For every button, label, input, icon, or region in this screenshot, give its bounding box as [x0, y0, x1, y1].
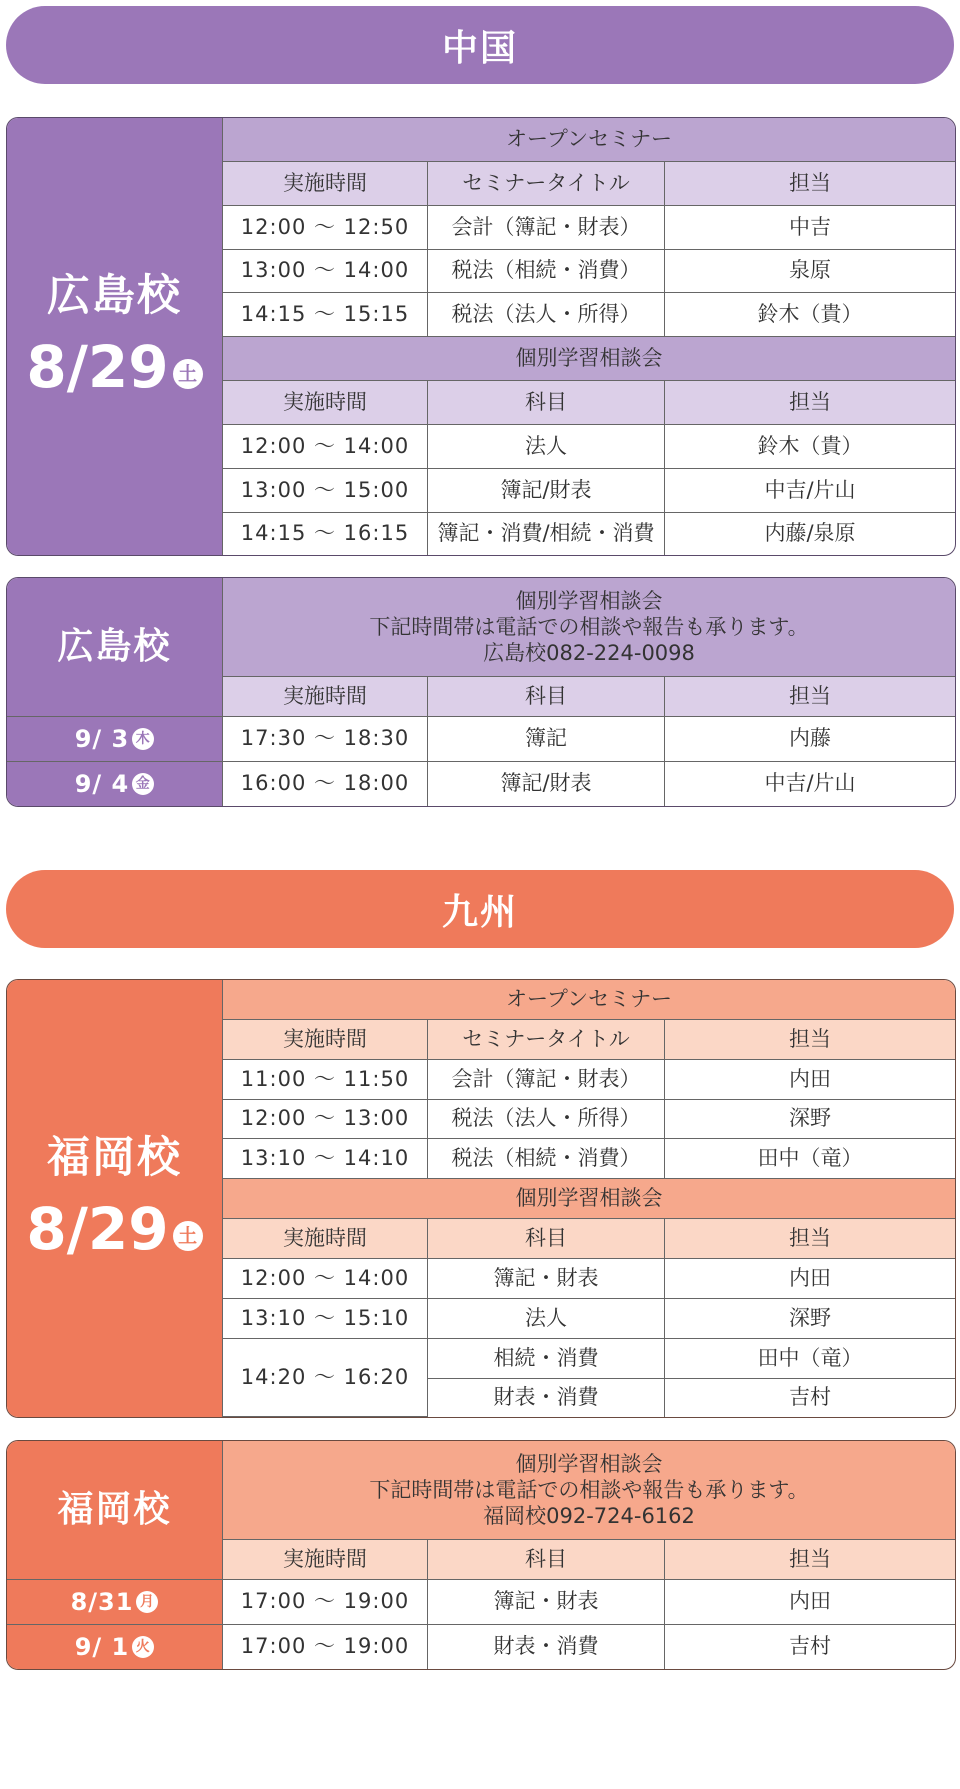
date-cell: 9/ 3 木 — [7, 717, 223, 762]
event-date: 8/29 土 — [7, 1195, 222, 1265]
person-cell: 田中（竜） — [665, 1339, 955, 1379]
column-header: 担当 — [665, 1219, 955, 1259]
person-cell: 深野 — [665, 1100, 955, 1140]
section-header-seminar: オープンセミナー — [223, 118, 955, 162]
person-cell: 吉村 — [789, 1634, 831, 1659]
title-cell: 税法（相続・消費） — [428, 250, 665, 294]
time-cell: 14:20 ～ 16:20 — [223, 1339, 428, 1417]
person-cell: 鈴木（貴） — [665, 293, 955, 337]
region-header-chugoku — [6, 6, 954, 84]
time-cell: 17:00 ～ 19:00 — [223, 1625, 428, 1669]
phone-consult-header — [223, 578, 955, 677]
column-header: 科目 — [428, 1540, 665, 1580]
time-cell: 14:15 ～ 15:15 — [223, 293, 428, 337]
schedule-hiroshima-main — [6, 117, 954, 556]
weekday-badge: 月 — [136, 1591, 158, 1613]
school-name: 福岡校 — [47, 1132, 182, 1183]
person-cell: 内田 — [665, 1580, 955, 1625]
subject-cell: 簿記・財表 — [428, 1259, 665, 1299]
column-header: 担当 — [665, 381, 955, 425]
weekday-badge: 木 — [132, 728, 154, 750]
school-date-cell — [7, 980, 223, 1417]
column-header: 担当 — [665, 1540, 955, 1580]
section-header-consult: 個別学習相談会 — [223, 1179, 955, 1219]
time-cell: 12:00 ～ 13:00 — [223, 1100, 428, 1140]
column-header: 科目 — [428, 1219, 665, 1259]
title-cell: 会計（簿記・財表） — [428, 1060, 665, 1100]
phone-number: 広島校082-224-0098 — [483, 641, 695, 666]
subject-cell: 財表・消費 — [428, 1379, 665, 1417]
weekday-badge: 土 — [173, 1221, 203, 1251]
school-name: 広島校 — [57, 626, 172, 668]
person-cell: 中吉/片山 — [764, 771, 856, 796]
table-row — [7, 1580, 955, 1625]
person-cell: 内藤 — [665, 717, 955, 762]
date-cell: 9/ 1 火 — [7, 1625, 223, 1669]
title-cell: 税法（法人・所得） — [428, 293, 665, 337]
header-line: 個別学習相談会 — [515, 588, 663, 613]
person-cell: 田中（竜） — [665, 1139, 955, 1179]
time-cell: 13:10 ～ 15:10 — [223, 1299, 428, 1339]
section-header-consult: 個別学習相談会 — [223, 337, 955, 381]
event-date: 8/29 土 — [7, 333, 222, 403]
region-title: 中国 — [441, 27, 518, 69]
header-line: 下記時間帯は電話での相談や報告も承ります。 — [369, 614, 809, 639]
subject-cell: 簿記/財表 — [428, 469, 665, 513]
column-header: 実施時間 — [223, 1219, 428, 1259]
subject-cell: 簿記・消費/相続・消費 — [428, 513, 665, 555]
person-cell: 内田 — [665, 1060, 955, 1100]
column-header: 実施時間 — [223, 677, 428, 717]
school-cell — [7, 578, 223, 717]
column-header: セミナータイトル — [428, 162, 665, 206]
column-header: 実施時間 — [223, 1020, 428, 1060]
schedule-fukuoka-phone — [6, 1440, 954, 1670]
title-cell: 税法（法人・所得） — [428, 1100, 665, 1140]
schedule-fukuoka-main — [6, 979, 954, 1418]
time-cell: 12:00 ～ 14:00 — [223, 1259, 428, 1299]
table-row — [7, 717, 955, 762]
region-header-kyushu — [6, 870, 954, 948]
header-line: 個別学習相談会 — [515, 1451, 663, 1476]
school-name: 広島校 — [47, 270, 182, 321]
time-cell: 16:00 ～ 18:00 — [223, 762, 428, 806]
subject-cell: 簿記・財表 — [428, 1580, 665, 1625]
person-cell: 鈴木（貴） — [665, 425, 955, 469]
time-cell: 13:00 ～ 15:00 — [223, 469, 428, 513]
time-cell: 12:00 ～ 14:00 — [223, 425, 428, 469]
column-header: セミナータイトル — [428, 1020, 665, 1060]
column-header: 科目 — [428, 677, 665, 717]
time-cell: 14:15 ～ 16:15 — [223, 513, 428, 555]
phone-number: 福岡校092-724-6162 — [483, 1504, 695, 1529]
time-cell: 13:00 ～ 14:00 — [223, 250, 428, 294]
region-title: 九州 — [441, 891, 518, 933]
subject-cell: 簿記 — [428, 717, 665, 762]
column-header: 担当 — [665, 1020, 955, 1060]
person-cell: 深野 — [665, 1299, 955, 1339]
school-date-cell — [7, 118, 223, 555]
date-cell: 9/ 4 金 — [7, 762, 223, 806]
column-header: 実施時間 — [223, 162, 428, 206]
weekday-badge: 土 — [173, 359, 203, 389]
person-cell: 内藤/泉原 — [764, 521, 856, 546]
time-cell: 11:00 ～ 11:50 — [223, 1060, 428, 1100]
title-cell: 会計（簿記・財表） — [428, 206, 665, 250]
subject-cell: 相続・消費 — [428, 1339, 665, 1379]
date-cell: 8/31 月 — [7, 1580, 223, 1625]
header-line: 下記時間帯は電話での相談や報告も承ります。 — [369, 1477, 809, 1502]
subject-cell: 法人 — [428, 425, 665, 469]
table-row — [7, 762, 955, 806]
time-cell: 13:10 ～ 14:10 — [223, 1139, 428, 1179]
subject-cell: 財表・消費 — [428, 1625, 665, 1669]
time-cell: 17:00 ～ 19:00 — [223, 1580, 428, 1625]
time-cell: 12:00 ～ 12:50 — [223, 206, 428, 250]
subject-cell: 簿記/財表 — [428, 762, 665, 806]
weekday-badge: 火 — [132, 1636, 154, 1658]
person-cell: 内田 — [665, 1259, 955, 1299]
column-header: 担当 — [665, 162, 955, 206]
phone-consult-header — [223, 1441, 955, 1540]
table-row — [7, 1625, 955, 1669]
person-cell: 泉原 — [665, 250, 955, 294]
column-header: 担当 — [665, 677, 955, 717]
column-header: 実施時間 — [223, 381, 428, 425]
schedule-hiroshima-phone — [6, 577, 954, 807]
school-cell — [7, 1441, 223, 1580]
subject-cell: 法人 — [428, 1299, 665, 1339]
person-cell: 中吉/片山 — [665, 469, 955, 513]
person-cell: 吉村 — [789, 1385, 832, 1410]
weekday-badge: 金 — [132, 773, 154, 795]
time-cell: 17:30 ～ 18:30 — [223, 717, 428, 762]
section-header-seminar: オープンセミナー — [223, 980, 955, 1020]
column-header: 実施時間 — [223, 1540, 428, 1580]
column-header: 科目 — [428, 381, 665, 425]
title-cell: 税法（相続・消費） — [428, 1139, 665, 1179]
person-cell: 中吉 — [665, 206, 955, 250]
school-name: 福岡校 — [57, 1489, 172, 1531]
